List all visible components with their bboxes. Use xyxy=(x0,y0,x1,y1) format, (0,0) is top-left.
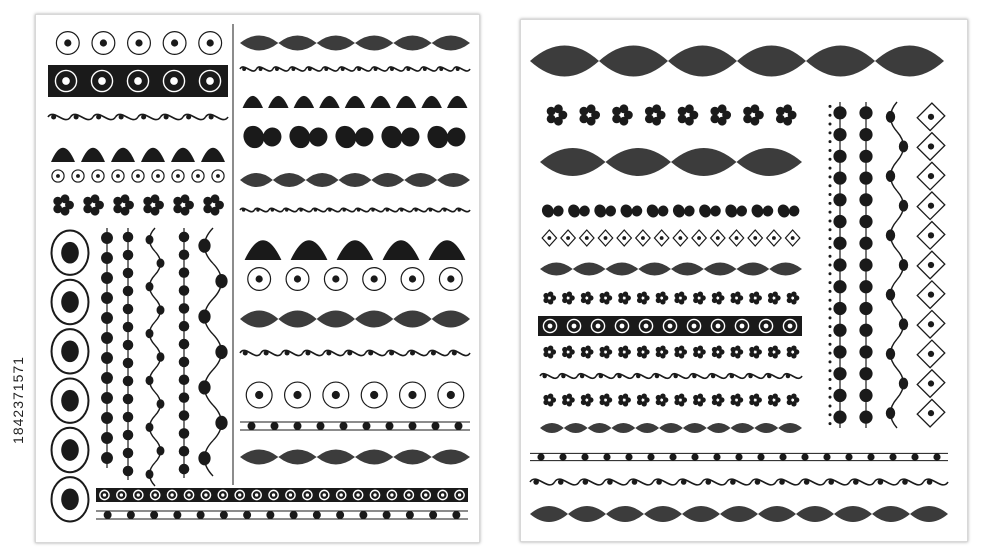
row-vine-3 xyxy=(240,311,470,328)
row-vine-4 xyxy=(240,450,470,465)
row-tiles xyxy=(56,32,221,55)
row-lines xyxy=(240,422,470,430)
col-vine-2 xyxy=(198,228,227,476)
row-circle-band xyxy=(246,382,464,408)
row-lines-a xyxy=(530,453,948,460)
row-tendrils xyxy=(540,374,802,379)
row-swirl-band xyxy=(540,148,802,176)
row-lines-b xyxy=(530,479,948,485)
row-cathedral xyxy=(245,240,466,260)
row-rosettes xyxy=(543,345,799,358)
row-arches xyxy=(48,114,228,119)
row-knot-band xyxy=(96,511,468,519)
col-wide-ornament xyxy=(52,230,89,521)
row-wave xyxy=(240,208,470,211)
row-dark-band xyxy=(48,65,228,97)
row-wave-2 xyxy=(240,350,470,355)
row-dark-band-b xyxy=(538,316,802,336)
col-thin-b xyxy=(859,102,872,428)
row-vine-a xyxy=(540,203,801,220)
row-medallions xyxy=(248,268,462,291)
row-flowers-a xyxy=(547,104,797,125)
row-bottom-vine xyxy=(530,506,948,522)
stock-id-label: 1842371571 xyxy=(10,356,26,444)
col-thin-a xyxy=(833,102,846,428)
row-vines-1 xyxy=(240,36,470,51)
row-diamonds xyxy=(542,230,800,246)
row-flowers xyxy=(53,194,224,215)
row-lotus xyxy=(51,148,225,162)
row-dark-band-a xyxy=(543,291,799,304)
col-thin-3 xyxy=(146,228,165,486)
row-circles xyxy=(52,170,224,182)
col-thin-1 xyxy=(101,228,113,468)
row-vines-2 xyxy=(240,67,470,71)
row-scroll-b xyxy=(540,263,802,276)
col-vine xyxy=(179,228,190,478)
row-fleur xyxy=(243,96,468,108)
col-quatrefoil xyxy=(917,103,945,427)
row-big-scroll xyxy=(530,46,944,77)
row-dark-band-c xyxy=(543,393,799,406)
col-thin-2 xyxy=(123,228,134,480)
row-vine-5 xyxy=(96,488,468,502)
row-scroll-1 xyxy=(240,173,470,187)
col-scroll xyxy=(886,102,908,428)
row-vine-c xyxy=(540,423,802,433)
col-dots xyxy=(829,105,832,425)
row-leaves xyxy=(240,122,469,151)
